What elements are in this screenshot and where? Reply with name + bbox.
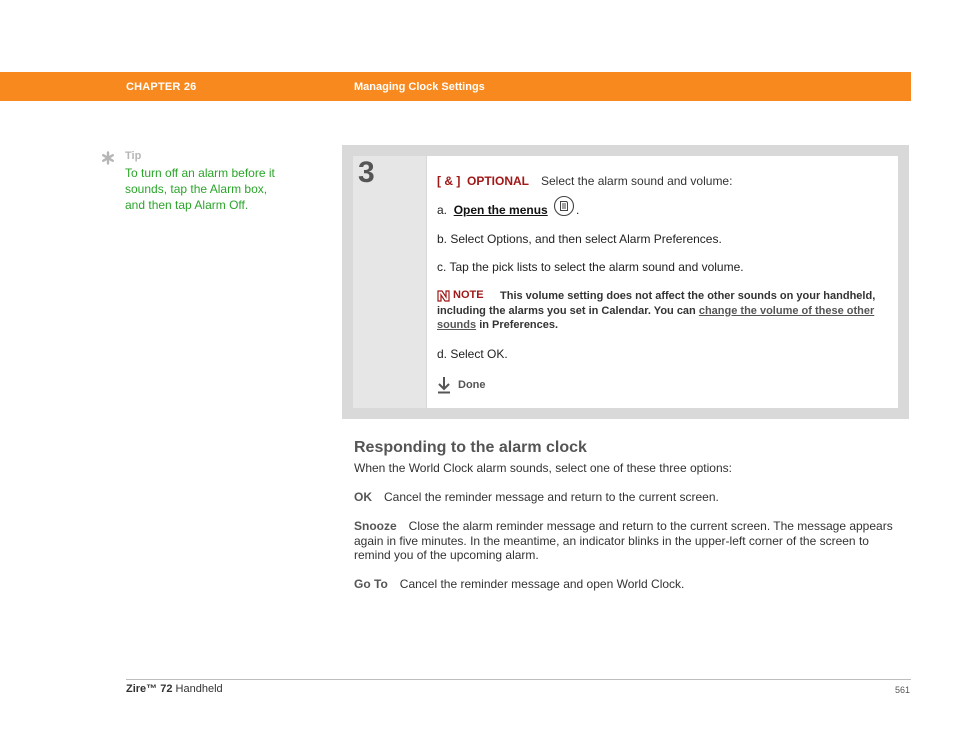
step-item-b: b. Select Options, and then select Alarm Preferences. bbox=[437, 232, 722, 246]
optional-label: OPTIONAL bbox=[467, 174, 529, 188]
option-go-to bbox=[354, 577, 904, 592]
optional-tag: [ & ] bbox=[437, 174, 461, 188]
step-number: 3 bbox=[358, 156, 375, 189]
step-item-d: d. Select OK. bbox=[437, 347, 508, 361]
option-snooze bbox=[354, 519, 904, 563]
note-label: NOTE bbox=[453, 289, 484, 301]
note-text-part2: in Preferences. bbox=[479, 319, 559, 331]
footer-product-model: Zire™ 72 bbox=[126, 683, 173, 695]
footer-product-name bbox=[126, 683, 223, 695]
option-description: Close the alarm reminder message and return to the current screen. The message appears again in five minutes. In the meantime, an indicator blinks in the upper-left corner of the screen to remind you of the upcoming alarm. bbox=[354, 519, 893, 562]
section-intro: When the World Clock alarm sounds, select one of these three options: bbox=[354, 461, 732, 475]
done-label: Done bbox=[458, 379, 486, 391]
step-item-a-prefix: a. bbox=[437, 203, 448, 217]
footer-product-type: Handheld bbox=[175, 683, 223, 695]
option-term: OK bbox=[354, 490, 372, 504]
note-text-part1: This volume setting does not affect the other sounds on your handheld, including the alarms you set in Calendar. You can bbox=[437, 290, 876, 317]
asterisk-icon bbox=[101, 151, 115, 165]
step-number-column bbox=[353, 156, 426, 408]
open-menus-link[interactable]: Open the menus bbox=[453, 203, 548, 217]
step-item-a-suffix: . bbox=[576, 203, 580, 217]
option-description: Cancel the reminder message and return to the current screen. bbox=[384, 490, 719, 504]
note-text bbox=[437, 289, 892, 333]
footer-divider bbox=[126, 679, 911, 680]
tip-text: To turn off an alarm before it sounds, tap the Alarm box, and then tap Alarm Off. bbox=[125, 166, 275, 212]
step-content bbox=[427, 156, 898, 408]
page-number: 561 bbox=[895, 685, 911, 695]
option-description: Cancel the reminder message and open World Clock. bbox=[399, 577, 685, 591]
option-ok bbox=[354, 490, 904, 505]
chapter-header-bar bbox=[0, 72, 911, 101]
chapter-number: CHAPTER 26 bbox=[126, 81, 197, 93]
section-heading: Responding to the alarm clock bbox=[354, 439, 587, 456]
step-instruction: Select the alarm sound and volume: bbox=[541, 174, 733, 188]
option-term: Go To bbox=[354, 577, 388, 591]
menu-icon bbox=[553, 195, 575, 217]
step-item-a bbox=[437, 203, 548, 217]
chapter-title: Managing Clock Settings bbox=[354, 81, 485, 93]
step-item-c: c. Tap the pick lists to select the alarm sound and volume. bbox=[437, 260, 744, 274]
tip-label: Tip bbox=[125, 150, 142, 162]
change-volume-link[interactable]: change the volume of these other sounds bbox=[437, 304, 875, 331]
option-term: Snooze bbox=[354, 519, 397, 533]
done-arrow-icon bbox=[437, 376, 451, 394]
